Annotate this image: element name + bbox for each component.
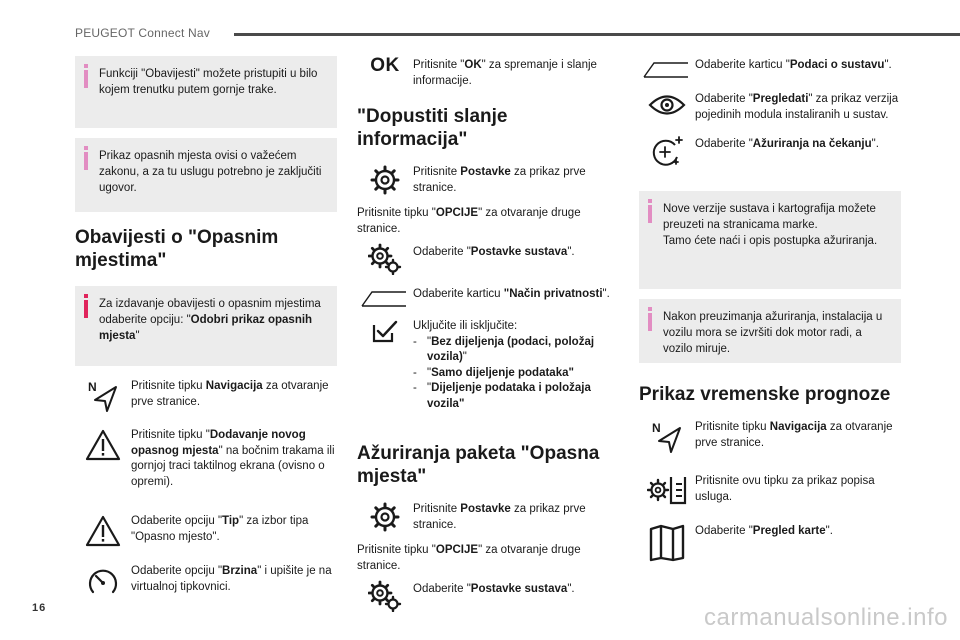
step-text: Pritisnite ovu tipku za prikaz popisa usluga. bbox=[695, 475, 875, 503]
info-marker-dot bbox=[648, 199, 652, 203]
info-marker-icon bbox=[84, 70, 88, 88]
page-number: 16 bbox=[32, 602, 47, 614]
checkbox-icon bbox=[372, 319, 398, 343]
step-system-info-tab bbox=[639, 58, 901, 80]
warning-marker-icon bbox=[84, 300, 88, 318]
column-1 bbox=[75, 56, 337, 598]
info-marker-dot bbox=[648, 307, 652, 311]
list-item: - "Dijeljenje podataka i položaja vozila" bbox=[413, 382, 591, 410]
tab-icon bbox=[360, 287, 410, 309]
step-privacy-tab bbox=[357, 287, 619, 309]
svg-text:N: N bbox=[88, 380, 97, 394]
step-settings-2 bbox=[357, 502, 619, 533]
warning-marker-dot bbox=[84, 294, 88, 298]
step-text: Odaberite "Ažuriranja na čekanju". bbox=[695, 138, 879, 150]
system-settings-gears-icon bbox=[368, 243, 402, 275]
info-text: Tamo ćete naći i opis postupka ažuriranja. bbox=[663, 235, 878, 247]
step-text: Odaberite karticu "Podaci o sustavu". bbox=[695, 59, 892, 71]
update-icon bbox=[649, 135, 685, 169]
step-toggle-sharing bbox=[357, 319, 619, 412]
info-marker-icon bbox=[648, 313, 652, 331]
step-text: Odaberite "Postavke sustava". bbox=[413, 583, 575, 595]
step-system-settings bbox=[357, 243, 619, 275]
column-3 bbox=[639, 56, 901, 562]
step-pending-updates bbox=[639, 135, 901, 169]
list-item: - "Bez dijeljenja (podaci, položaj vozila)" bbox=[413, 335, 595, 363]
speedometer-icon bbox=[85, 564, 121, 598]
step-options: Pritisnite tipku "OPCIJE" za otvaranje druge stranice. bbox=[357, 207, 581, 235]
system-settings-gears-icon bbox=[368, 580, 402, 612]
info-marker-icon bbox=[84, 152, 88, 170]
step-speed bbox=[75, 564, 337, 598]
step-text: Pritisnite "OK" za spremanje i slanje informacije. bbox=[413, 59, 597, 87]
info-box-notifications bbox=[75, 56, 337, 128]
eye-icon bbox=[648, 92, 686, 118]
step-type bbox=[75, 514, 337, 548]
info-marker-dot bbox=[84, 64, 88, 68]
step-text: Pritisnite tipku "Dodavanje novog opasnog mjesta" na bočnim trakama ili gornjoj traci taktilnog ekrana (ovisno o opremi). bbox=[131, 429, 335, 488]
info-text: Funkciji "Obavijesti" možete pristupiti u bilo kojem trenutku putem gornje trake. bbox=[99, 68, 318, 96]
step-text: Pritisnite Postavke za prikaz prve stranice. bbox=[413, 503, 586, 531]
step-text: Pritisnite tipku Navigacija za otvaranje prve stranice. bbox=[695, 421, 893, 449]
map-icon bbox=[648, 524, 686, 562]
info-marker-icon bbox=[648, 205, 652, 223]
step-text: Odaberite opciju "Brzina" i upišite je na virtualnoj tipkovnici. bbox=[131, 565, 332, 593]
header-title: PEUGEOT Connect Nav bbox=[75, 26, 210, 40]
settings-gear-icon bbox=[370, 502, 400, 532]
info-marker-dot bbox=[84, 146, 88, 150]
warning-triangle-icon bbox=[85, 514, 121, 548]
list-item: - "Samo dijeljenje podataka" bbox=[413, 366, 574, 379]
step-text: Uključite ili isključite: - "Bez dijeljenja (podaci, položaj vozila)" - "Samo dijeljenje podataka" - "Dijeljenje podataka i položaja vozila" bbox=[413, 319, 619, 412]
navigation-icon bbox=[650, 420, 684, 454]
step-map-view bbox=[639, 524, 901, 562]
step-options-2: Pritisnite tipku "OPCIJE" za otvaranje druge stranice. bbox=[357, 544, 581, 572]
section-heading-danger-updates: Ažuriranja paketa "Opasna mjesta" bbox=[357, 443, 600, 487]
step-text: Pritisnite Postavke za prikaz prve stranice. bbox=[413, 166, 586, 194]
settings-gear-icon bbox=[370, 165, 400, 195]
step-text: Odaberite opciju "Tip" za izbor tipa "Opasno mjesto". bbox=[131, 515, 309, 543]
ok-icon: OK bbox=[370, 55, 400, 76]
step-text: Pritisnite tipku Navigacija za otvaranje prve stranice. bbox=[131, 380, 329, 408]
services-icon bbox=[647, 474, 687, 506]
info-box-install bbox=[639, 299, 901, 363]
step-add-danger bbox=[75, 428, 337, 490]
info-box-new-versions bbox=[639, 191, 901, 289]
step-navigation-weather bbox=[639, 420, 901, 454]
step-text: Odaberite "Pregledati" za prikaz verzija pojedinih modula instaliranih u sustav. bbox=[695, 93, 899, 121]
step-view-versions bbox=[639, 92, 901, 123]
step-ok bbox=[357, 55, 619, 89]
info-text: Nakon preuzimanja ažuriranja, instalacija u vozilu mora se izvršiti dok motor radi, a vozilo miruje. bbox=[663, 311, 883, 355]
step-settings bbox=[357, 165, 619, 196]
warning-text: Za izdavanje obavijesti o opasnim mjestima odaberite opciju: "Odobri prikaz opasnih mjesta" bbox=[99, 298, 321, 342]
warning-triangle-icon bbox=[85, 428, 121, 462]
tab-icon bbox=[642, 58, 692, 80]
info-text: Prikaz opasnih mjesta ovisi o važećem zakonu, a za tu uslugu potrebno je zaključiti ugovor. bbox=[99, 150, 322, 194]
column-2 bbox=[357, 56, 619, 612]
header-rule bbox=[234, 33, 960, 36]
section-heading-danger-zones: Obavijesti o "Opasnim mjestima" bbox=[75, 227, 279, 271]
step-navigation bbox=[75, 379, 337, 413]
section-heading-allow-sending: "Dopustiti slanje informacija" bbox=[357, 106, 508, 150]
step-text: Odaberite "Postavke sustava". bbox=[413, 246, 575, 258]
navigation-icon bbox=[86, 379, 120, 413]
svg-text:N: N bbox=[652, 421, 661, 435]
info-text: Nove verzije sustava i kartografija možete preuzeti na stranicama marke. bbox=[663, 203, 876, 231]
step-system-settings-2 bbox=[357, 580, 619, 612]
section-heading-weather: Prikaz vremenske prognoze bbox=[639, 384, 891, 405]
step-text: Odaberite "Pregled karte". bbox=[695, 525, 833, 537]
info-box-legal bbox=[75, 138, 337, 212]
step-text: Odaberite karticu "Način privatnosti". bbox=[413, 288, 610, 300]
watermark: carmanualsonline.info bbox=[704, 604, 948, 631]
step-services bbox=[639, 474, 901, 506]
warning-box bbox=[75, 286, 337, 366]
